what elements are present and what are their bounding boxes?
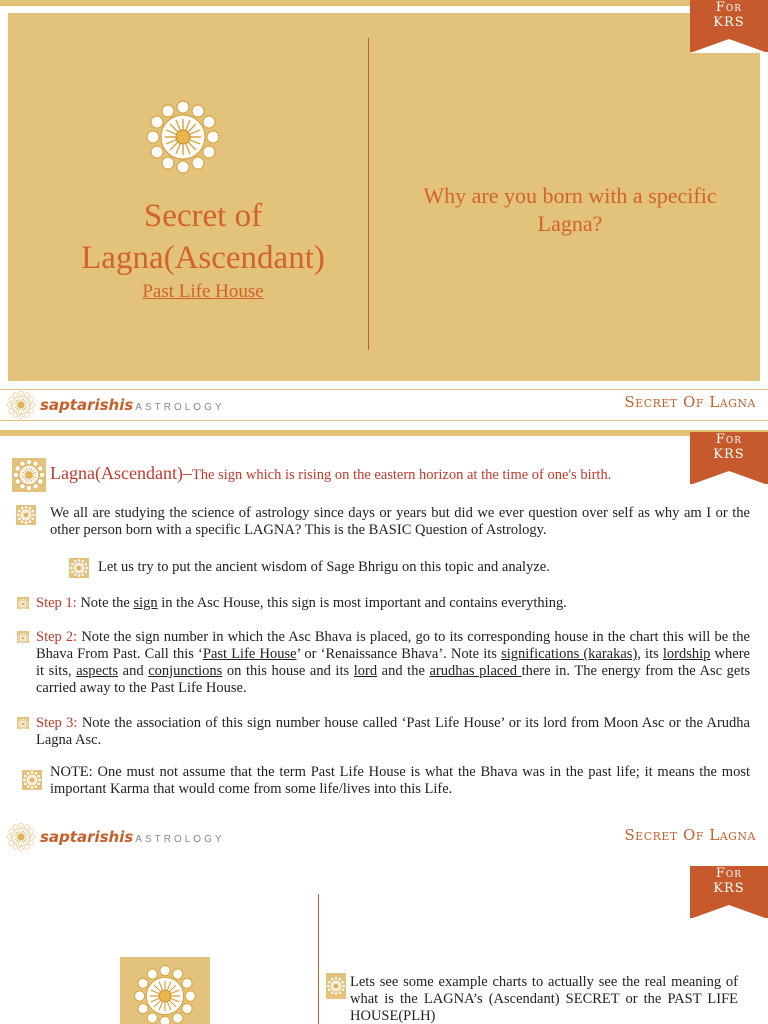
- sun-logo-icon: [22, 770, 42, 790]
- note-paragraph: NOTE: One must not assume that the term Past Life House is what the Bhava was in the past life; it means the most important Karma that would come from some life/lives into this Life.: [50, 764, 750, 797]
- arudhas-link[interactable]: arudhas placed: [429, 663, 522, 679]
- ribbon-line2: KRS: [713, 881, 745, 896]
- for-krs-ribbon: [690, 0, 768, 52]
- for-krs-ribbon: [690, 866, 768, 918]
- brand-logo: [6, 822, 225, 852]
- step2-text-g: and the: [377, 663, 430, 679]
- step2-text-a: Note the sign number in which the Asc Bhava is placed, go to its corresponding house in the chart this will be the Bhava From Past. Call this ‘: [36, 629, 750, 662]
- slide-subtitle-link[interactable]: Past Life House: [142, 281, 264, 302]
- lagna-heading-icon: [12, 458, 46, 492]
- step2-text-d: where it sits,: [36, 646, 750, 679]
- step2-text-f: on this house and its: [222, 663, 354, 679]
- brand-tagline: ASTROLOGY: [135, 833, 225, 845]
- ribbon-line2: KRS: [713, 447, 745, 462]
- ribbon-line1: For: [715, 866, 743, 881]
- lagna-definition: [50, 463, 611, 484]
- step1-text-a: Note the: [76, 595, 134, 611]
- ribbon-line1: For: [715, 0, 743, 15]
- lagna-definition-text: The sign which is rising on the eastern horizon at the time of one's birth.: [191, 467, 612, 483]
- lagna-heading: Lagna(Ascendant)–: [50, 463, 192, 483]
- sun-logo-icon: [16, 505, 36, 525]
- step2-label: Step 2:: [36, 629, 78, 645]
- sign-link[interactable]: sign: [133, 595, 158, 611]
- footer-bottom-line: [0, 420, 768, 421]
- bullet-icon: [17, 597, 29, 609]
- sun-logo-icon: [17, 718, 29, 730]
- step2-text-e: and: [118, 663, 149, 679]
- step3-text: Note the association of this sign number house called ‘Past Life House’ or its lord from Moon Asc or the Arudha Lagna Asc.: [36, 715, 750, 748]
- bullet-icon: [326, 973, 346, 999]
- slide-content: [0, 430, 768, 864]
- slide-title: [0, 0, 768, 428]
- slide-examples: [0, 866, 768, 1024]
- sun-logo-icon: [326, 976, 346, 996]
- step2-paragraph: [36, 629, 750, 697]
- conjunctions-link[interactable]: conjunctions: [148, 663, 223, 679]
- slide-title-line1: Secret of: [143, 198, 263, 234]
- sun-logo-icon: [6, 822, 36, 852]
- sun-logo-icon: [144, 98, 222, 176]
- lordship-link[interactable]: lordship: [662, 646, 711, 662]
- step1-paragraph: [36, 595, 750, 612]
- footer-title: Secret Of Lagna: [624, 826, 756, 844]
- bullet-icon: [22, 770, 42, 790]
- step1-label: Step 1:: [36, 595, 77, 611]
- intro-paragraph: We all are studying the science of astrology since days or years but did we ever question over self as why am I or the other person born with a specific LAGNA? This is the BASIC Question of Astrology.: [50, 505, 750, 538]
- brand-name: saptarishis: [40, 396, 134, 414]
- ribbon-line2: KRS: [713, 15, 745, 30]
- sun-logo-icon: [17, 598, 29, 610]
- step3-label: Step 3:: [36, 715, 78, 731]
- past-life-house-link[interactable]: Past Life House: [202, 646, 297, 662]
- step2-text-b: ’ or ‘Renaissance Bhava’. Note its: [296, 646, 502, 662]
- slide-divider: [318, 894, 319, 1024]
- sun-logo-icon: [6, 390, 36, 420]
- sun-logo-icon: [17, 632, 29, 644]
- slide-question: Why are you born with a specific Lagna?: [423, 183, 717, 236]
- significations-link[interactable]: significations (karakas): [501, 646, 638, 662]
- brand-name: saptarishis: [40, 828, 134, 846]
- top-bar: [0, 0, 768, 6]
- brand-logo: [6, 390, 225, 420]
- sun-logo-icon: [12, 458, 46, 492]
- sun-logo-icon: [69, 558, 89, 578]
- panel-divider: [368, 38, 369, 350]
- bullet-icon: [17, 717, 29, 729]
- bhrigu-paragraph: Let us try to put the ancient wisdom of Sage Bhrigu on this topic and analyze.: [98, 559, 550, 575]
- top-bar: [0, 430, 768, 436]
- logo-tile: [120, 957, 210, 1024]
- bullet-icon: [16, 505, 36, 525]
- examples-text: Lets see some example charts to actually see the real meaning of what is the LAGNA’s (Ascendant) SECRET or the PAST LIFE HOUSE(PLH): [350, 974, 738, 1024]
- ribbon-line1: For: [715, 432, 743, 447]
- bullet-icon: [69, 558, 89, 578]
- step3-paragraph: [36, 715, 750, 749]
- sun-logo-icon: [132, 963, 198, 1024]
- aspects-link[interactable]: aspects: [76, 663, 119, 679]
- step1-text-b: in the Asc House, this sign is most important and contains everything.: [157, 595, 567, 611]
- bullet-icon: [17, 631, 29, 643]
- brand-tagline: ASTROLOGY: [135, 401, 225, 413]
- slide-title-line2: Lagna(Ascendant): [81, 240, 325, 276]
- lord-link[interactable]: lord: [353, 663, 378, 679]
- for-krs-ribbon: [690, 432, 768, 484]
- footer-title: Secret Of Lagna: [624, 393, 756, 411]
- step2-text-c: , its: [637, 646, 663, 662]
- step2-text-h: there in. The energy from the Asc gets carried away to the Past Life House.: [36, 663, 751, 696]
